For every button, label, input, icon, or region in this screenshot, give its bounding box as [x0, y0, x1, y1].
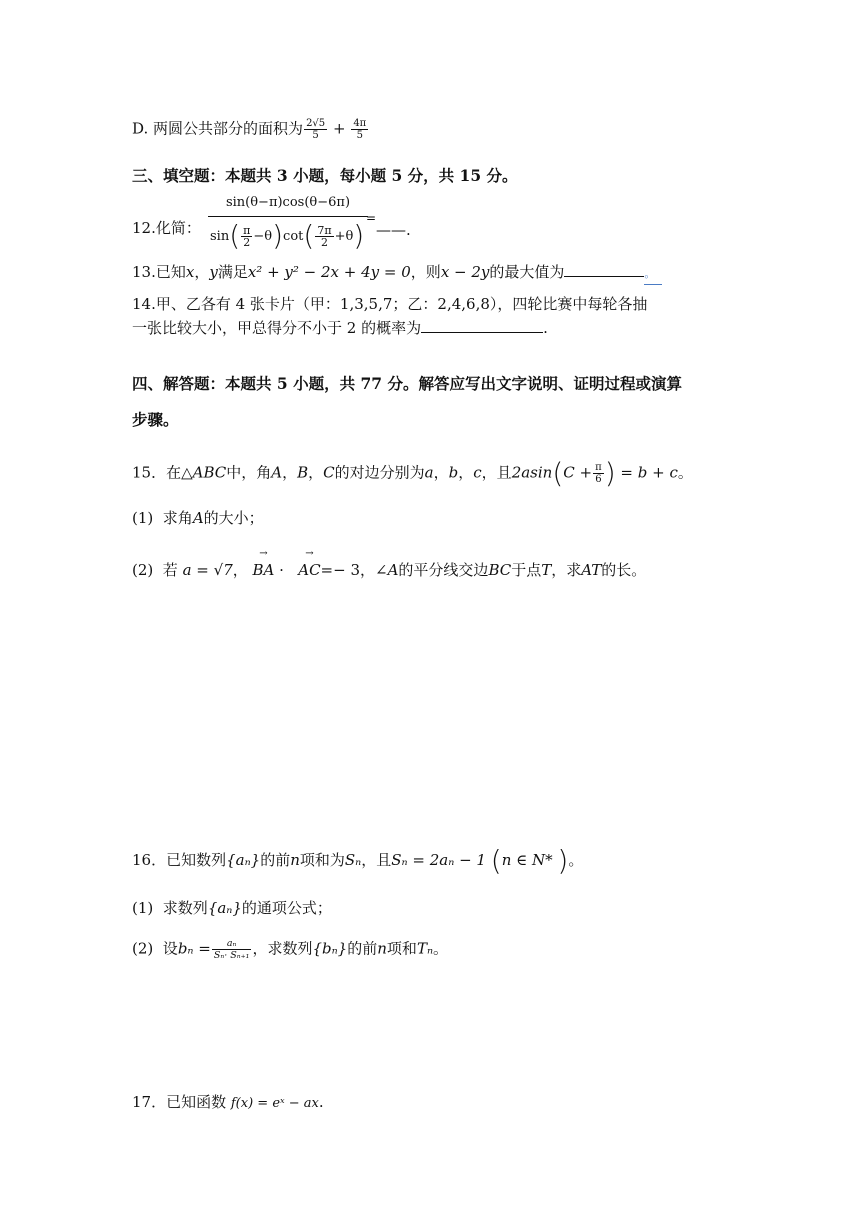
option-d-frac1: $\frac{2√5}{5}$ [306, 118, 326, 141]
q16-sub1: (1) 求数列{aₙ}的通项公式； [132, 899, 332, 917]
q13-answer-blank [564, 262, 644, 277]
q15-stem: 15．在△ABC中，角A，B，C的对边分别为a，b，c，且2asin(C + $\frac{\pi}{6}$ ) = b + c。 [132, 456, 693, 490]
q15-sub2: (2) 若 a = √7， → BA · → AC=− 3，∠A的平分线交边BC于点T，求AT的长。 [132, 548, 647, 579]
q12-fraction-bar [208, 216, 368, 217]
q17-stem: 17．已知函数 f(x) = eˣ − ax. [132, 1093, 324, 1111]
q12-label: 12.化简： [132, 219, 201, 237]
q16-sub2: (2) 设bₙ = $\frac{\text{aₙ}}{\text{Sₙ· Sₙ₊₁}}$ ，求数列{bₙ}的前n项和Tₙ。 [132, 938, 449, 961]
section4-heading-2: 步骤。 [132, 410, 179, 429]
q12-numerator: sin(θ−π)cos(θ−6π) [225, 195, 351, 210]
q12-fraction [208, 195, 368, 255]
q14-answer-blank [421, 318, 543, 333]
q13: 13.已知x，y满足x² + y² − 2x + 4y = 0，则x − 2y的最大值为 。 [132, 262, 662, 285]
q14-line2: 一张比较大小，甲总得分不小于 2 的概率为 . [132, 319, 548, 337]
q15-sub1: (1) 求角A的大小； [132, 509, 264, 527]
q14-line1: 14.甲、乙各有 4 张卡片（甲：1,3,5,7；乙：2,4,6,8），四轮比赛中每轮各抽 [132, 295, 648, 313]
q16-stem: 16．已知数列{aₙ}的前n项和为Sₙ，且Sₙ = 2aₙ − 1 (n ∈ N* )。 [132, 844, 584, 877]
q12-equals: = [366, 211, 377, 225]
option-d: D. 两圆公共部分的面积为 $\frac{2√5}{5}$ + $\frac{4\pi}{5}$ [132, 118, 367, 141]
section3-heading: 三、填空题：本题共 3 小题，每小题 5 分，共 15 分。 [132, 166, 518, 185]
option-d-label: D. [132, 119, 149, 138]
section4-heading-1: 四、解答题：本题共 5 小题，共 77 分。解答应写出文字说明、证明过程或演算 [132, 374, 682, 393]
q12-denominator: sin( $\frac{\pi}{2}$ −θ)cot( $\frac{7\pi}{2}$ +θ) [210, 219, 365, 252]
option-d-frac2: $\frac{4\pi}{5}$ [353, 118, 367, 141]
option-d-text: 两圆公共部分的面积为 [153, 121, 304, 138]
q12-blank: ——. [376, 221, 411, 239]
